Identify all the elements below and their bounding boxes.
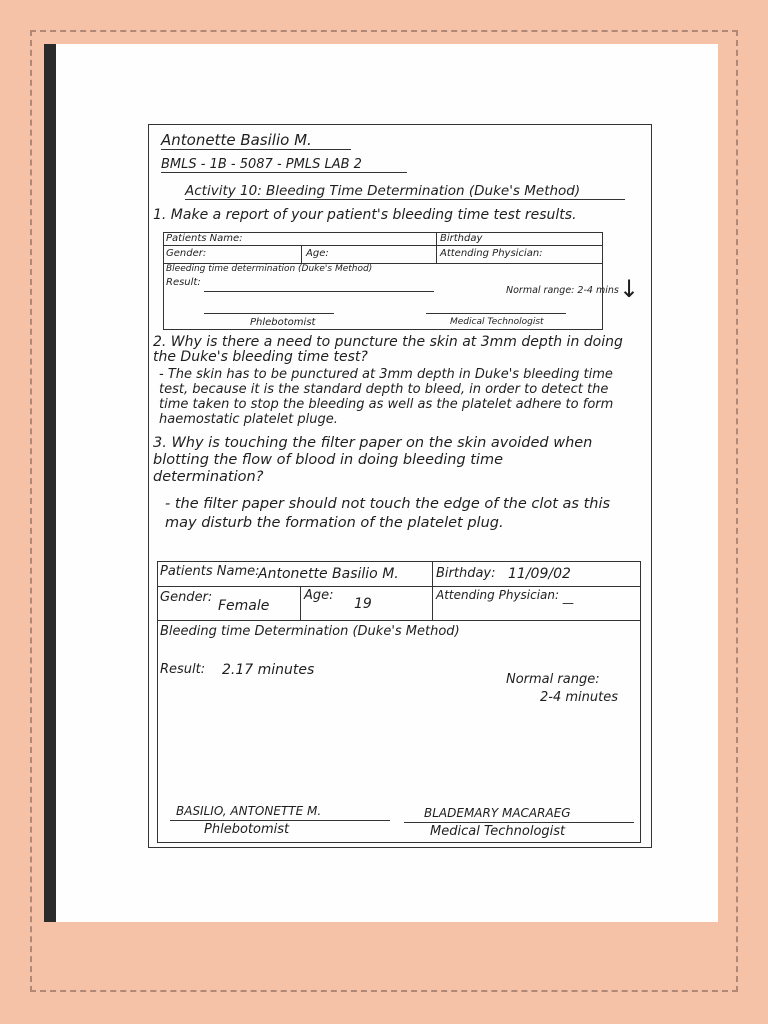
blank-bleeding-label: Bleeding time determination (Duke's Method) [166, 264, 373, 274]
result-label: Result: [160, 662, 206, 677]
down-arrow-icon: ↓ [619, 275, 640, 303]
medtech-title: Medical Technologist [430, 824, 566, 839]
activity-title: Activity 10: Bleeding Time Determination (Duke's Method) [185, 183, 625, 200]
blank-medtech-label: Medical Technologist [450, 317, 544, 327]
blank-phlebotomist-label: Phlebotomist [250, 317, 316, 328]
blank-result-label: Result: [166, 277, 201, 288]
medtech-name: BLADEMARY MACARAEG [424, 806, 571, 820]
age-value: 19 [354, 596, 372, 612]
question-3: 3. Why is touching the filter paper on the skin avoided when blotting the flow of blood in doing bleeding time determination? [153, 435, 593, 485]
blank-attending-label: Attending Physician: [440, 248, 543, 259]
blank-age-label: Age: [306, 248, 329, 259]
gender-value: Female [218, 598, 270, 614]
blank-normal-range: Normal range: 2-4 mins [506, 285, 619, 296]
patients-name-label: Patients Name: [160, 564, 260, 579]
bleeding-time-label: Bleeding time Determination (Duke's Method) [160, 624, 460, 639]
birthday-label: Birthday: [436, 566, 496, 581]
answer-2: - The skin has to be punctured at 3mm depth in Duke's bleeding time test, because it is the standard depth to bleed, in order to detect the time taken to stop the bleeding as well as the platelet adhere to form haemostatic platelet pluge. [159, 367, 614, 427]
attending-label: Attending Physician: [436, 588, 560, 602]
blank-gender-label: Gender: [166, 248, 207, 259]
answer-3: - the filter paper should not touch the edge of the clot as this may disturb the formation of the platelet plug. [165, 496, 611, 531]
phlebotomist-name: BASILIO, ANTONETTE M. [176, 804, 322, 818]
result-value: 2.17 minutes [222, 662, 315, 678]
blank-birthday-label: Birthday [440, 233, 483, 244]
phlebotomist-title: Phlebotomist [204, 822, 290, 837]
blank-report-form [163, 232, 619, 330]
birthday-value: 11/09/02 [508, 566, 571, 582]
patients-name-value: Antonette Basilio M. [258, 566, 399, 582]
attending-value: — [562, 596, 574, 610]
student-name: Antonette Basilio M. [161, 131, 351, 150]
question-1: 1. Make a report of your patient's bleeding time test results. [153, 207, 577, 223]
activity-sheet [148, 124, 652, 848]
section-code: BMLS - 1B - 5087 - PMLS LAB 2 [161, 157, 407, 173]
blank-patients-name-label: Patients Name: [166, 233, 243, 244]
age-label: Age: [304, 588, 334, 603]
filled-report-form [157, 561, 641, 843]
question-2: 2. Why is there a need to puncture the skin at 3mm depth in doing the Duke's bleeding time test? [153, 334, 623, 365]
gender-label: Gender: [160, 590, 213, 605]
paper-photo [44, 44, 718, 922]
normal-range-label: Normal range: [506, 672, 600, 687]
normal-range-value: 2-4 minutes [540, 690, 618, 705]
